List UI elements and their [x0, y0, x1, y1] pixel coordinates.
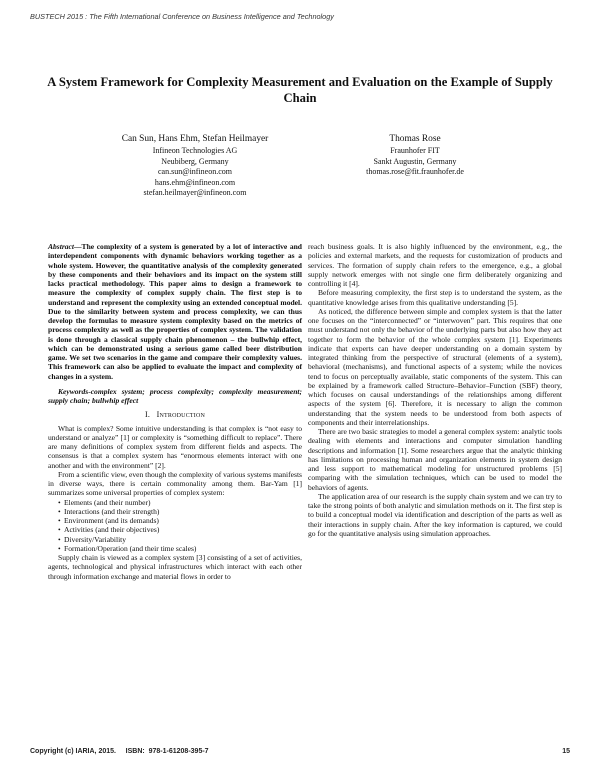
abstract: [48, 242, 302, 381]
author-names-left: Can Sun, Hans Ehm, Stefan Heilmayer: [121, 134, 269, 144]
paragraph: Supply chain is viewed as a complex system [3] consisting of a set of activities, agents, technological and physical infrastructures which interact with each other through information exchange and material flows in order to: [48, 553, 302, 581]
paragraph: There are two basic strategies to model a general complex system: analytic tools dealing with elements and interactions and computer simulation handling descriptions and information [1]. Some researchers argue that the analytic thinking has limitations on processing human and organization elements in system design and less support to mathematical modeling for unstructured problems [5] comparing with the simulation techniques, which can be used to model the behaviors of agents.: [308, 427, 562, 492]
affiliation-line: Infineon Technologies AG: [152, 146, 238, 155]
email-line: can.sun@infineon.com: [157, 167, 232, 177]
paragraph: What is complex? Some intuitive understanding is that complex is “not easy to understand or analyze” [1] or complexity is “something difficult to replace”. There are many definitions of complex system from different fields and aspects. The consensus is that a complex system has “enormous elements interact with one another and with the environment” [2].: [48, 423, 302, 470]
author-block-right: [330, 133, 500, 178]
list-item: • Interactions (and their strength): [58, 506, 160, 516]
abstract-text: —The complexity of a system is generated by a lot of interactive and interdependent components with dynamic behaviors working together as a whole system. However, the quantitative analysis of the complexity generated by these components and their behaviors and its impact on the system still lacks practical methodology. This paper aims to design a framework to measure the complexity of complex supply chain. The first step is to understand and represent the complexity using an extended conceptual model. Due to the similarity between system and process complexity, we can thus develop the formulas to measure system complexity based on the metrics of process complexity as well as the properties of complex system. The validation is done through a classical supply chain phenomenon – the bullwhip effect, which can be demonstrated using a serious game called beer distribution game. We set two scenarios in the game and compare their complexity values. This framework can also be applied to evaluate the impact and complexity of changes in a system.: [48, 242, 302, 381]
properties-list: [48, 498, 302, 554]
paragraph: The application area of our research is the supply chain system and we can try to take the strong points of both analytic and simulation methods on it. The first step is to build a conceptual model via identification and description of the parts as well as their interactions in supply chain. After the key information is captured, we could go for the quantitative analysis using simulation approaches.: [308, 491, 562, 538]
paragraph: As noticed, the difference between simple and complex system is that the latter one focuses on the “interconnected” or “interwoven” part. This requires that one must understand not only the behavior of the underlying parts but also how they act together to form the behavior of the whole complex system [1]. Experiments indicate that experts can have deeper understanding on a domain system by integrated thinking from the perspective of structural (elements of a system), behavioral (mechanisms), and functional aspects of a system; while the novices tend to focus on perceptually available, static components of the system. This can be explained by a framework called Structure–Behavior–Function (SBF) theory, which focuses on causal understandings of the relationships among different aspects of the system [6]. Therefore, it is necessary to align the common understanding that the system needs to be understood from both aspects of components and their interrelationships.: [308, 306, 562, 427]
affiliation-line: Neubiberg, Germany: [161, 156, 229, 166]
section-title: Introduction: [156, 410, 206, 420]
paper-title: A System Framework for Complexity Measurement and Evaluation on the Example of Supply Chain: [47, 75, 553, 105]
list-item: • Formation/Operation (and their time scales): [58, 543, 197, 553]
keywords: Keywords-complex system; process complexity; complexity measurement; supply chain; bullwhip effect: [48, 386, 302, 405]
paragraph: reach business goals. It is also highly influenced by the environment, e.g., the policies and external markets, and the requests for customization of products and services. The formation of supply chain refers to the emergence, e.g., a global supply network emerges with not single one firm deliberately organizing and controlling it [4].: [308, 242, 562, 288]
page-footer: [30, 748, 570, 755]
email-line: thomas.rose@fit.fraunhofer.de: [366, 167, 464, 177]
section-heading: [48, 410, 302, 419]
email-line: stefan.heilmayer@infineon.com: [143, 188, 247, 198]
author-names-right: Thomas Rose: [389, 134, 441, 144]
paragraph: From a scientific view, even though the complexity of various systems manifests in diverse ways, there is certain commonality among them. Bar-Yam [1] summarizes some universal properties of complex system:: [48, 469, 302, 498]
conference-header: BUSTECH 2015 : The Fifth International Conference on Business Intelligence and Technology: [30, 12, 334, 21]
paragraph: Before measuring complexity, the first step is to understand the system, as the quantitative knowledge arises from this qualitative understanding [5].: [308, 288, 562, 307]
author-block-left: [90, 133, 300, 199]
email-line: hans.ehm@infineon.com: [154, 177, 236, 187]
right-column: [308, 242, 562, 538]
left-column: [48, 242, 302, 581]
copyright-line: Copyright (c) IARIA, 2015. ISBN: 978-1-61208-395-7: [30, 748, 209, 755]
list-item: • Environment (and its demands): [58, 516, 159, 525]
affiliation-line: Sankt Augustin, Germany: [373, 156, 457, 166]
page-number: 15: [562, 748, 570, 755]
section-number: I.: [144, 410, 151, 420]
list-item: • Diversity/Variability: [58, 534, 127, 544]
list-item: • Activities (and their objectives): [58, 525, 160, 535]
affiliation-line: Fraunhofer FIT: [390, 146, 440, 155]
list-item: • Elements (and their number): [58, 497, 151, 507]
abstract-lead: Abstract: [48, 242, 74, 251]
